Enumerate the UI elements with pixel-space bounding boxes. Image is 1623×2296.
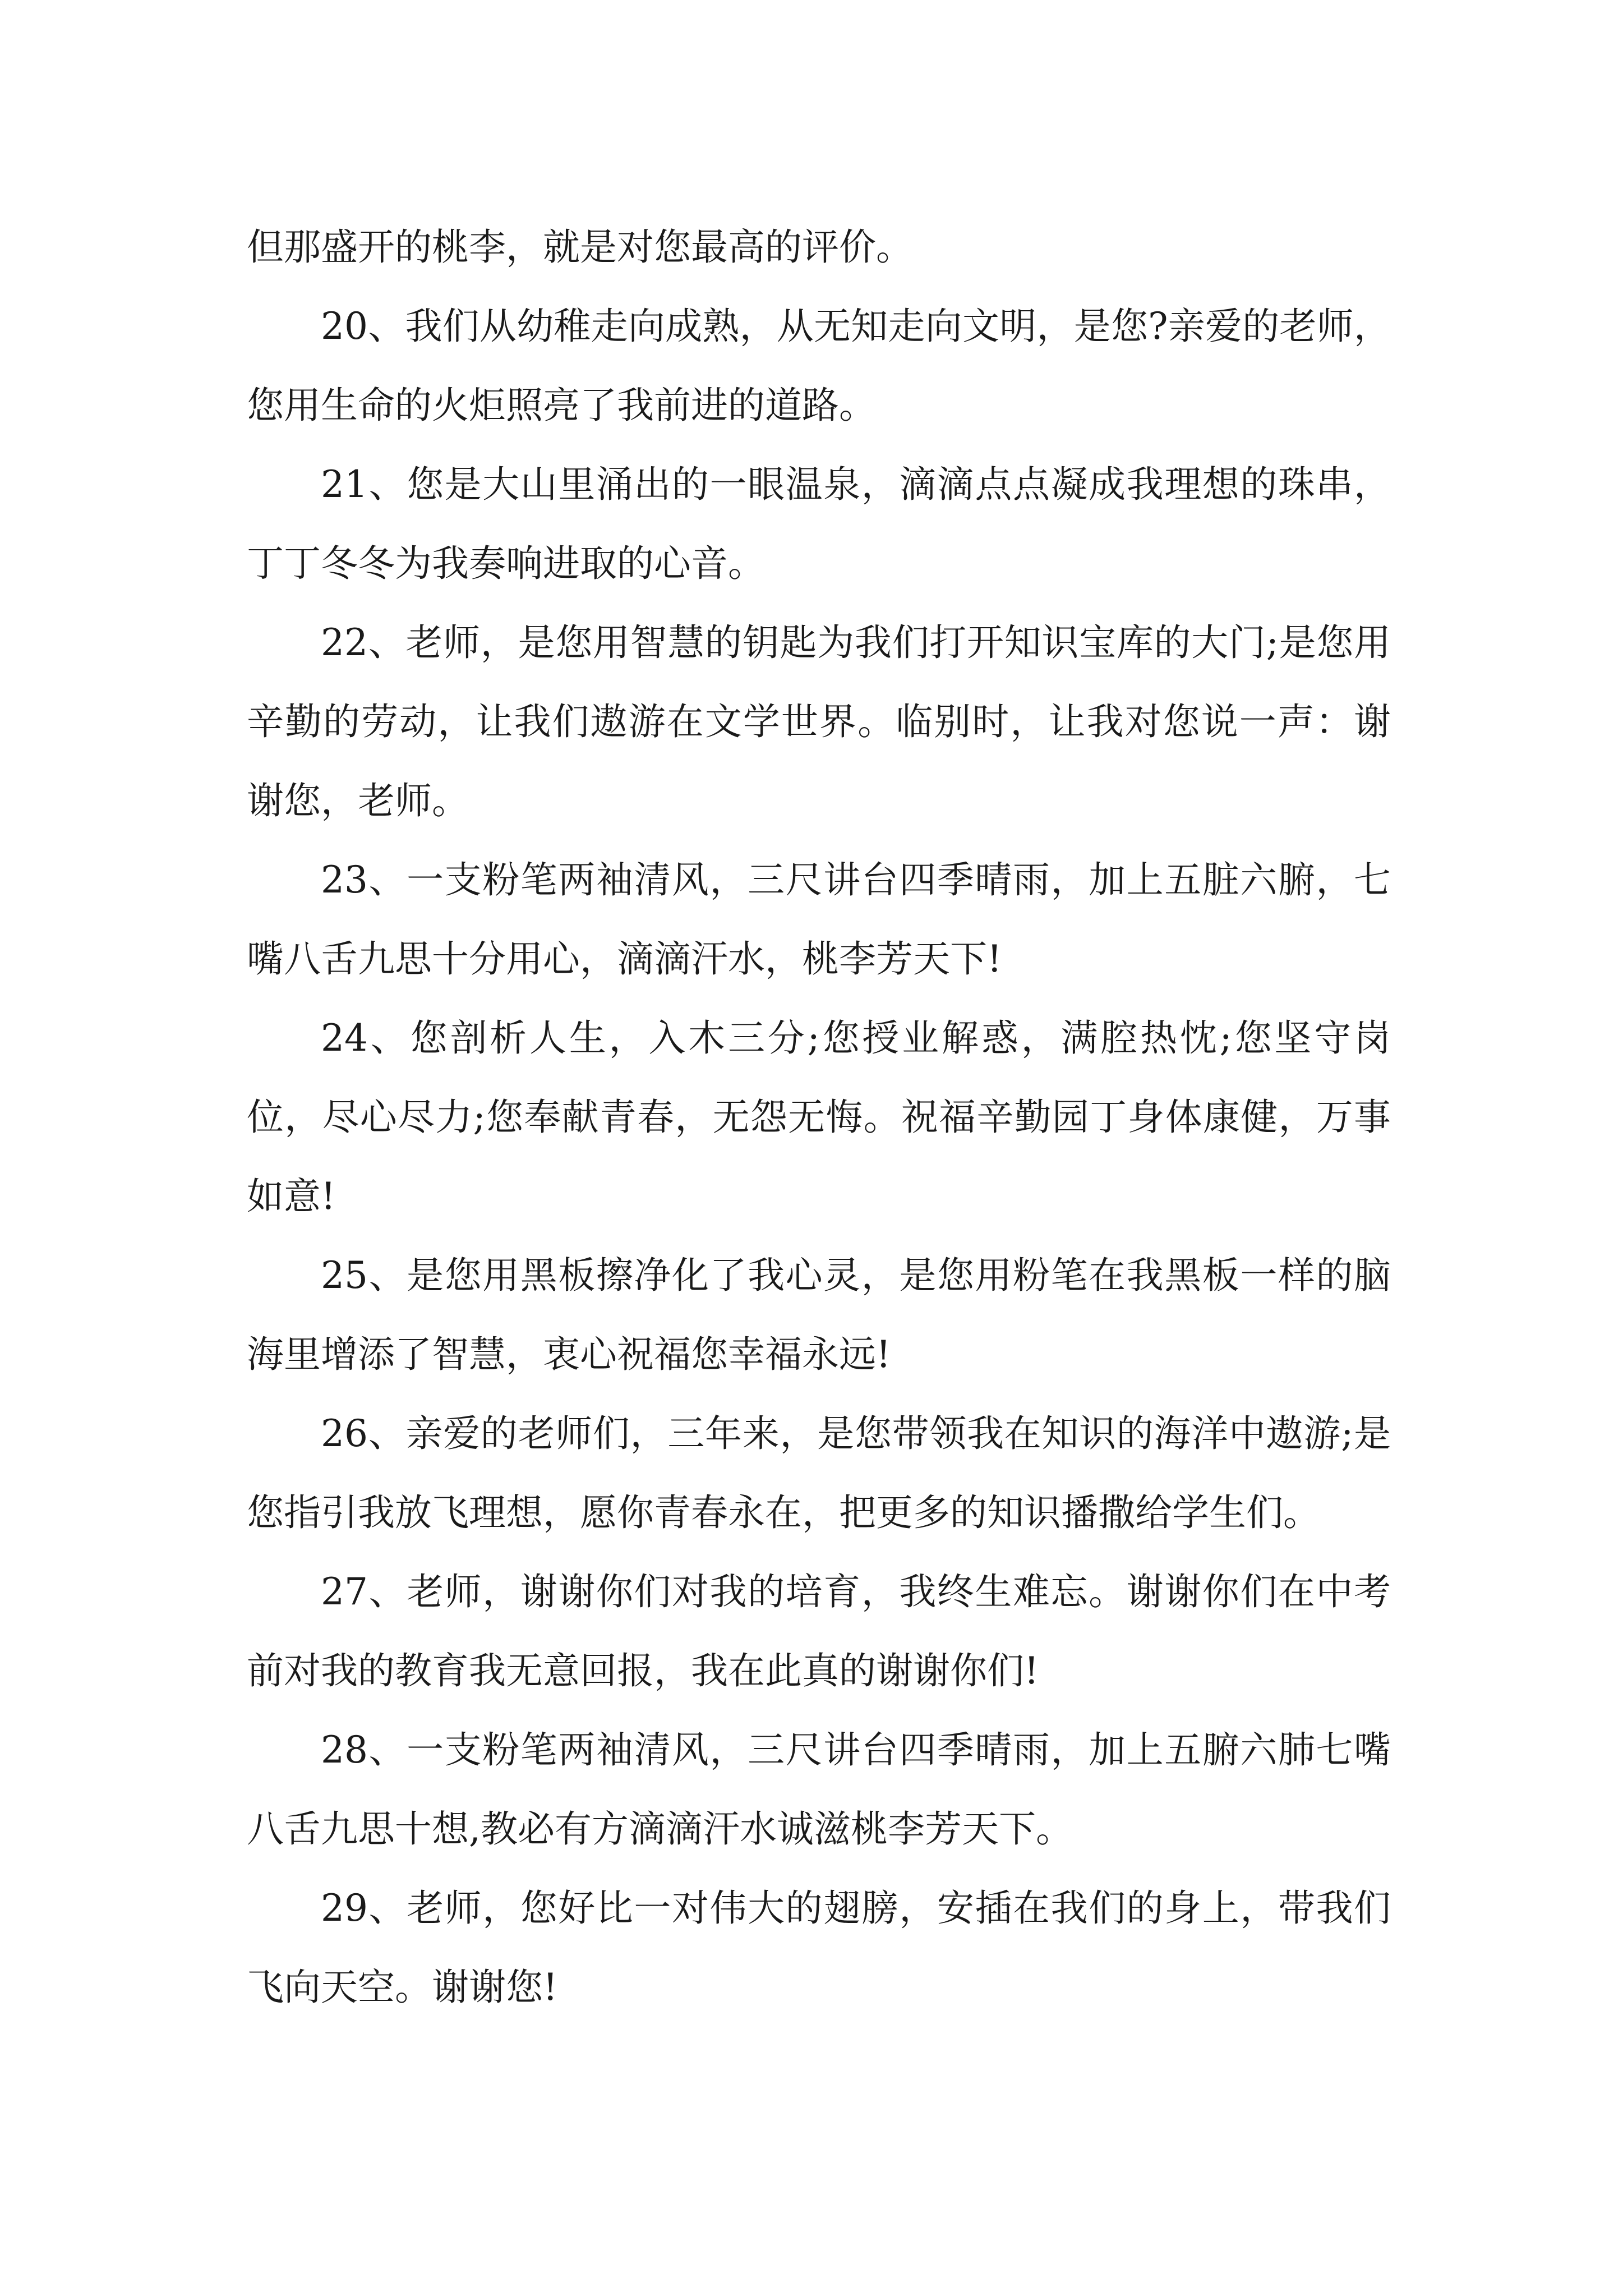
paragraph-21: 21、您是大山里涌出的一眼温泉，滴滴点点凝成我理想的珠串，丁丁冬冬为我奏响进取的心音。 — [247, 463, 1391, 585]
paragraph-26: 26、亲爱的老师们，三年来，是您带领我在知识的海洋中遨游;是您指引我放飞理想，愿你青春永在，把更多的知识播撒给学生们。 — [247, 1412, 1391, 1534]
paragraph-23: 23、一支粉笔两袖清风，三尺讲台四季晴雨，加上五脏六腑，七嘴八舌九思十分用心，滴滴汗水，桃李芳天下! — [247, 858, 1391, 981]
paragraph-22: 22、老师，是您用智慧的钥匙为我们打开知识宝库的大门;是您用辛勤的劳动，让我们遨游在文学世界。临别时，让我对您说一声：谢谢您，老师。 — [247, 621, 1391, 822]
paragraph-25: 25、是您用黑板擦净化了我心灵，是您用粉笔在我黑板一样的脑海里增添了智慧，衷心祝福您幸福永远! — [247, 1254, 1391, 1376]
paragraph-24: 24、您剖析人生，入木三分;您授业解惑，满腔热忱;您坚守岗位，尽心尽力;您奉献青春，无怨无悔。祝福辛勤园丁身体康健，万事如意! — [247, 1016, 1391, 1218]
paragraph-28: 28、一支粉笔两袖清风，三尺讲台四季晴雨，加上五腑六肺七嘴八舌九思十想,教必有方滴滴汗水诚滋桃李芳天下。 — [247, 1728, 1391, 1851]
document-body — [247, 208, 1391, 2027]
paragraph-29: 29、老师，您好比一对伟大的翅膀，安插在我们的身上，带我们飞向天空。谢谢您! — [247, 1887, 1391, 2009]
paragraph-20: 20、我们从幼稚走向成熟，从无知走向文明，是您?亲爱的老师，您用生命的火炬照亮了我前进的道路。 — [247, 305, 1391, 427]
paragraph-27: 27、老师，谢谢你们对我的培育，我终生难忘。谢谢你们在中考前对我的教育我无意回报，我在此真的谢谢你们! — [247, 1570, 1391, 1692]
paragraph-continued: 但那盛开的桃李，就是对您最高的评价。 — [247, 226, 913, 269]
